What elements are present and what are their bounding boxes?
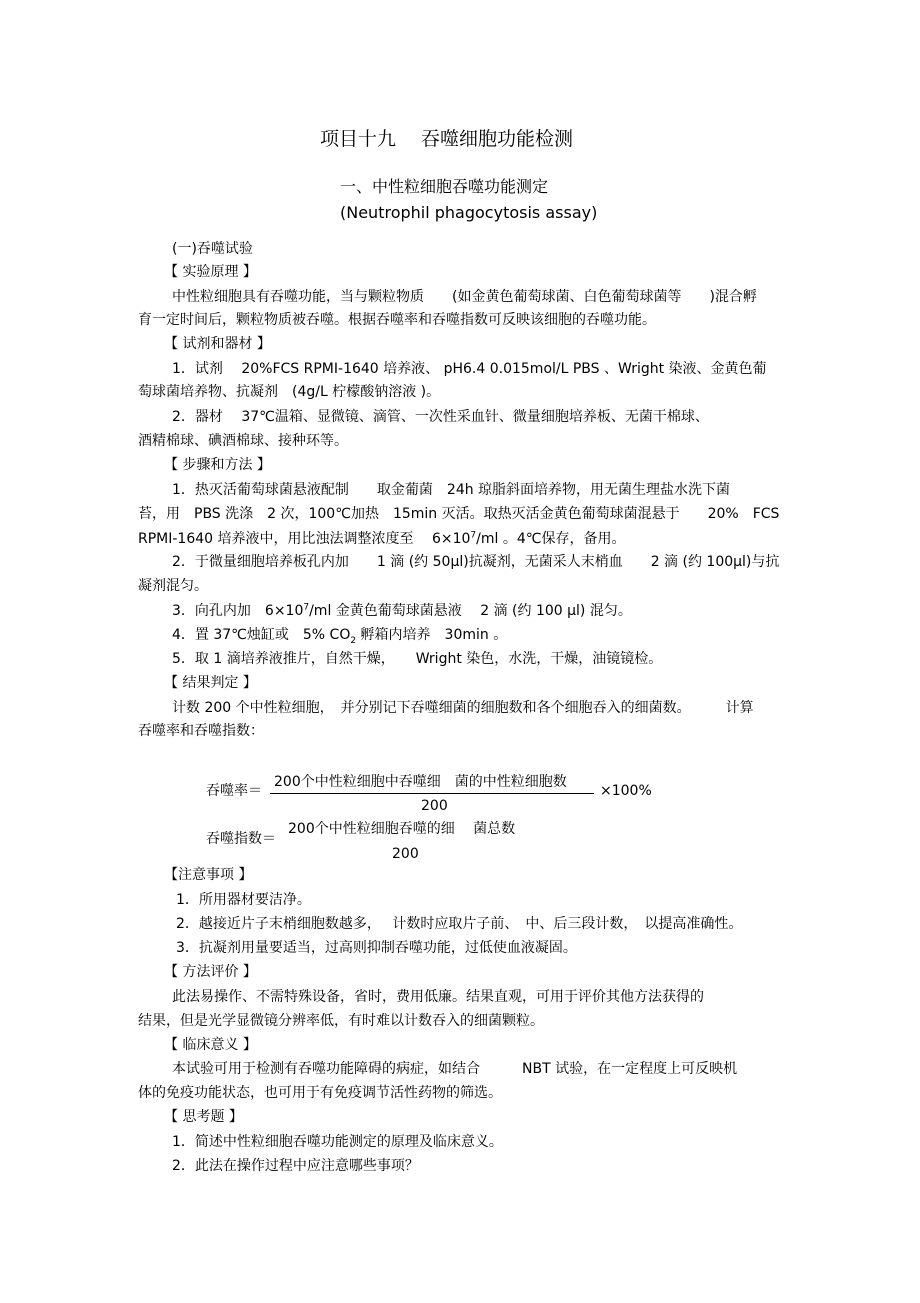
evaluation-heading: 【 方法评价 】	[164, 964, 257, 980]
index-numerator: 200个中性粒细胞吞噬的细 菌总数	[288, 821, 516, 837]
clinical-heading: 【 临床意义 】	[164, 1037, 257, 1053]
index-label: 吞噬指数＝	[206, 831, 276, 847]
principle-text-2: 育一定时间后，颗粒物质被吞噬。根据吞噬率和吞噬指数可反映该细胞的吞噬功能。	[138, 312, 656, 328]
section-title-en: (Neutrophil phagocytosis assay)	[340, 203, 598, 222]
index-denominator: 200	[392, 846, 419, 862]
note-1: 1．所用器材要洁净。	[176, 892, 311, 908]
step-1b: 苔，用 PBS 洗涤 2 次，100℃加热 15min 灭活。取热灭活金黄色葡萄球菌混悬于 20% FCS	[138, 506, 780, 522]
step-4	[172, 626, 507, 644]
steps-heading: 【 步骤和方法 】	[164, 457, 271, 473]
step-3-post: /ml 金黄色葡萄球菌悬液 2 滴 (约 100 μl) 混匀。	[309, 603, 632, 619]
principle-text-1: 中性粒细胞具有吞噬功能，当与颗粒物质 (如金黄色葡萄球菌、白色葡萄球菌等 )混合孵	[172, 289, 757, 305]
step-3-pre: 3．向孔内加 6×10	[172, 603, 304, 619]
exponent: 7	[470, 530, 477, 541]
question-2: 2．此法在操作过程中应注意哪些事项？	[172, 1158, 419, 1174]
clinical-text-1: 本试验可用于检测有吞噬功能障碍的病症，如结合 NBT 试验，在一定程度上可反映机	[172, 1061, 738, 1077]
rate-multiplier: ×100%	[600, 783, 652, 799]
questions-heading: 【 思考题 】	[164, 1109, 243, 1125]
notes-heading: 【注意事项 】	[164, 867, 253, 883]
note-2: 2．越接近片子末梢细胞数越多， 计数时应取片子前、 中、后三段计数， 以提高准确性。	[176, 916, 743, 932]
step-1c	[138, 530, 625, 548]
evaluation-text-2: 结果，但是光学显微镜分辨率低，有时难以计数吞入的细菌颗粒。	[138, 1013, 544, 1029]
note-3: 3．抗凝剂用量要适当，过高则抑制吞噬功能，过低使血液凝固。	[176, 940, 577, 956]
rate-fraction-bar	[270, 793, 594, 794]
page-title: 项目十九 吞噬细胞功能检测	[320, 128, 574, 150]
step-4-post: 孵箱内培养 30min 。	[356, 627, 508, 643]
result-heading: 【 结果判定 】	[164, 675, 257, 691]
result-text-2: 吞噬率和吞噬指数：	[138, 723, 264, 739]
rate-numerator: 200个中性粒细胞中吞噬细 菌的中性粒细胞数	[274, 774, 567, 790]
reagents-item-2b: 酒精棉球、碘酒棉球、接种环等。	[138, 433, 348, 449]
step-1c-pre: RPMI-1640 培养液中，用比浊法调整浓度至 6×10	[138, 531, 471, 547]
rate-denominator: 200	[421, 798, 448, 814]
step-3	[172, 602, 632, 620]
step-5: 5．取 1 滴培养液推片，自然干燥， Wright 染色，水洗，干燥，油镜镜检。	[172, 651, 663, 667]
evaluation-text-1: 此法易操作、不需特殊设备，省时，费用低廉。结果直观，可用于评价其他方法获得的	[172, 989, 704, 1005]
reagents-item-1b: 萄球菌培养物、抗凝剂 (4g/L 柠檬酸钠溶液 )。	[138, 384, 441, 400]
reagents-heading: 【 试剂和器材 】	[164, 336, 271, 352]
reagents-item-2a: 2．器材 37℃温箱、显微镜、滴管、一次性采血针、微量细胞培养板、无菌干棉球、	[172, 409, 709, 425]
step-2b: 凝剂混匀。	[138, 578, 208, 594]
step-1a: 1．热灭活葡萄球菌悬液配制 取金葡菌 24h 琼脂斜面培养物，用无菌生理盐水洗下菌	[172, 482, 731, 498]
rate-label: 吞噬率＝	[206, 783, 262, 799]
subsection-heading: (一)吞噬试验	[172, 241, 253, 257]
step-4-pre: 4．置 37℃烛缸或 5% CO	[172, 627, 351, 643]
question-1: 1．简述中性粒细胞吞噬功能测定的原理及临床意义。	[172, 1134, 503, 1150]
result-text-1: 计数 200 个中性粒细胞， 并分别记下吞噬细菌的细胞数和各个细胞吞入的细菌数。 计算	[172, 700, 754, 716]
reagents-item-1a: 1．试剂 20%FCS RPMI-1640 培养液、 pH6.4 0.015mol/L PBS 、Wright 染液、金黄色葡	[172, 361, 767, 377]
section-title-cn: 一、中性粒细胞吞噬功能测定	[340, 177, 549, 196]
step-2a: 2．于微量细胞培养板孔内加 1 滴 (约 50μl)抗凝剂，无菌采人末梢血 2 滴 (约 100μl)与抗	[172, 554, 780, 570]
subscript: 2	[350, 635, 357, 646]
clinical-text-2: 体的免疫功能状态，也可用于有免疫调节活性药物的筛选。	[138, 1085, 502, 1101]
step-1c-post: /ml 。4℃保存，备用。	[476, 531, 626, 547]
principle-heading: 【 实验原理 】	[164, 264, 257, 280]
exponent: 7	[303, 602, 310, 613]
